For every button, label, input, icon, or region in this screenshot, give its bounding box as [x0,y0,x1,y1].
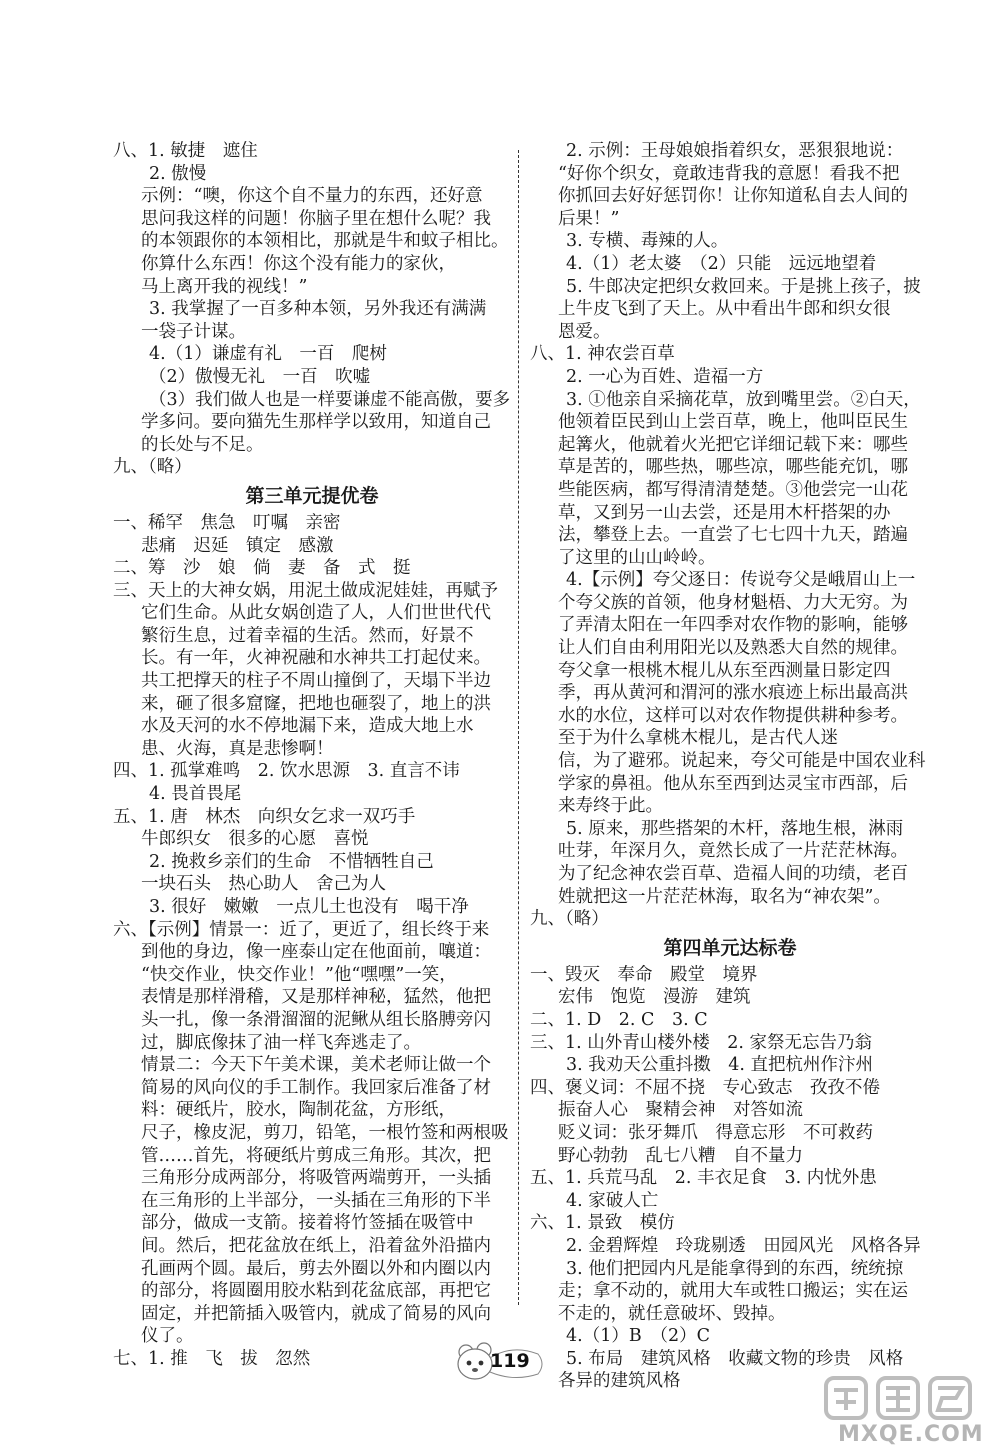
answer-line: 六、【示例】情景一：近了，更近了，组长终于来 [113,919,490,940]
answer-line: 牛郎织女 很多的心愿 喜悦 [141,829,369,850]
answer-line: （2）傲慢无礼 一百 吹嘘 [149,366,371,387]
answer-line: 5. 牛郎决定把织女救回来。于是挑上孩子，披 [566,276,921,297]
answer-line: 4.（1）老太婆 （2）只能 远远地望着 [566,253,877,274]
answer-line: 固定，并把箭插入吸管内，就成了简易的风向 [141,1303,491,1324]
answer-line: 的部分，将圆圈用胶水粘到花盆底部，再把它 [141,1281,491,1302]
answer-line: 3. 他们把园内凡是能拿得到的东西，统统掠 [566,1258,904,1279]
answer-line: 2. 傲慢 [149,163,207,184]
watermark-domain: MXQE.COM [838,1422,984,1447]
answer-line: 来寿终于此。 [558,796,663,817]
answer-line: 法，攀登上去。一直尝了七七四十九天，踏遍 [558,525,908,546]
answer-line: 些能医病，都写得清清楚楚。③他尝完一山花 [558,479,908,500]
answer-line: 尺子，橡皮泥，剪刀，铅笔，一根竹签和两根吸 [141,1122,509,1143]
answer-line: 四、1. 孤掌难鸣 2. 饮水思源 3. 直言不讳 [113,761,460,782]
answer-line: 振奋人心 聚精会神 对答如流 [558,1100,803,1121]
answer-line: 到他的身边，像一座泰山定在他面前，嚷道： [141,942,491,963]
answer-line: 头一扎，像一条滑溜溜的泥鳅从组长胳膊旁闪 [141,1009,491,1030]
answer-column-left [113,140,511,1370]
answer-line: 五、1. 兵荒马乱 2. 丰衣足食 3. 内忧外患 [530,1168,877,1189]
answer-line: 水及天河的水不停地漏下来，造成大地上水 [141,716,474,737]
answer-line: 八、1. 敏捷 遮住 [113,141,258,161]
page-number-badge [452,1338,548,1384]
answer-line: 管……首先，将硬纸片剪成三角形。其次，把 [141,1145,491,1166]
answer-line: 4.（1）谦虚有礼 一百 爬树 [149,344,387,365]
answer-line: 二、1. D 2. C 3. C [530,1009,708,1030]
answer-line: 姓就把这一片茫茫林海，取名为“神农架”。 [558,886,891,907]
answer-line: 2. 示例：王母娘娘指着织女，恶狠狠地说： [566,141,904,161]
answer-line: 3. ①他亲自采摘花草，放到嘴里尝。②白天， [566,389,921,410]
answer-line: 走；拿不动的，就用大车或牲口搬运；实在运 [558,1281,908,1302]
answer-line: 的长处与不足。 [141,434,264,455]
answer-line: 了这里的山山岭岭。 [558,547,716,568]
answer-line: 简易的风向仪的手工制作。我回家后准备了材 [141,1077,491,1098]
answer-line: 三、天上的大神女娲，用泥土做成泥娃娃，再赋予 [113,580,498,601]
answer-line: 情景二：今天下午美术课，美术老师让做一个 [141,1055,491,1076]
answer-line: 你算什么东西！你这个没有能力的家伙， [141,253,456,274]
answer-line: 3. 我劝天公重抖擞 4. 直把杭州作汴州 [566,1055,874,1076]
answer-line: 信，为了避邪。说起来，夸父可能是中国农业科 [558,751,926,772]
answer-line: 3. 很好 嫩嫩 一点儿土也没有 喝干净 [149,897,469,917]
answer-column-right [530,140,930,1393]
answer-line: 三角形分成两部分，将吸管两端剪开，一头插 [141,1168,491,1189]
answer-line: 他领着臣民到山上尝百草，晚上，他叫臣民生 [558,412,908,433]
answer-line: 4. 畏首畏尾 [149,784,242,805]
answer-line: 5. 原来，那些搭架的木杆，落地生根，淋雨 [566,818,904,839]
answer-line: 4.（1）B （2）C [566,1326,710,1347]
answer-line: 2. 金碧辉煌 玲珑剔透 田园风光 风格各异 [566,1235,921,1256]
answer-line: 一、毁灭 奉命 殿堂 境界 [530,964,758,985]
answer-line: 它们生命。从此女娲创造了人，人们世世代代 [141,603,491,624]
answer-line: “快交作业，快交作业！”他“嘿嘿”一笑， [141,964,457,985]
answer-line: 3. 我掌握了一百多种本领，另外我还有满满 [149,299,487,320]
answer-line: 部分，做成一支箭。接着将竹签插在吸管中 [141,1213,474,1234]
answer-line: 草，又到另一山去尝，还是用木杆搭架的办 [558,502,891,523]
answer-line: 马上离开我的视线！” [141,276,308,297]
answer-line: 起篝火，他就着火光把它详细记载下来：哪些 [558,434,908,455]
answer-line: 长。有一年，火神祝融和水神共工打起仗来。 [141,648,491,669]
answer-line: 五、1. 唐 林杰 向织女乞求一双巧手 [113,806,416,827]
answer-line: 四、褒义词：不屈不挠 专心致志 孜孜不倦 [530,1077,880,1098]
answer-line: 5. 布局 建筑风格 收藏文物的珍贵 风格 [566,1348,904,1369]
answer-line: 野心勃勃 乱七八糟 自不量力 [558,1145,803,1166]
column-divider [518,150,519,1305]
answer-line: 繁衍生息，过着幸福的生活。然而，好景不 [141,625,474,646]
answer-line: 思问我这样的问题！你脑子里在想什么呢？我 [141,208,491,229]
answer-stamp-logo-icon [820,1372,990,1428]
answer-line: 六、1. 景致 模仿 [530,1213,675,1234]
answer-line: 宏伟 饱览 漫游 建筑 [558,987,751,1008]
answer-line: 学多问。要向猫先生那样学以致用，知道自己 [141,412,491,433]
answer-line: 示例：“噢，你这个自不量力的东西，还好意 [141,186,483,207]
answer-line: 2. 一心为百姓、造福一方 [566,366,764,387]
answer-line: 来，砸了很多窟窿，把地也砸裂了，地上的洪 [141,693,491,714]
answer-line: 患、火海，真是悲惨啊！ [141,738,334,759]
answer-line: 一袋子计谋。 [141,321,246,342]
answer-line: 你抓回去好好惩罚你！让你知道私自去人间的 [558,186,908,207]
answer-line: 一块石头 热心助人 舍己为人 [141,874,386,895]
answer-line: （3）我们做人也是一样要谦虚不能高傲，要多 [149,389,511,410]
answer-line: 七、1. 推 飞 拔 忽然 [113,1348,311,1369]
answer-line: 九、（略） [530,909,609,930]
answer-line: 悲痛 迟延 镇定 感激 [141,535,334,556]
answer-line: 二、筹 沙 娘 倘 妻 备 式 挺 [113,558,411,579]
answer-line: 间。然后，把花盆放在纸上，沿着盆外沿描内 [141,1235,491,1256]
answer-line: 贬义词：张牙舞爪 得意忘形 不可救药 [558,1122,873,1143]
answer-line: 3. 专横、毒辣的人。 [566,231,729,252]
answer-line: 季，再从黄河和渭河的涨水痕迹上标出最高洪 [558,683,908,704]
answer-line: 各异的建筑风格 [558,1371,681,1392]
answer-line: 不走的，就任意破坏、毁掉。 [558,1303,786,1324]
answer-line: 后果！” [558,208,620,229]
answer-line: 至于为什么拿桃木棍儿，是古代人迷 [558,728,838,749]
answer-line: 九、（略） [113,457,192,478]
answer-line: 4.【示例】夸父逐日：传说夸父是峨眉山上一 [566,570,916,591]
answer-line: 一、稀罕 焦急 叮嘱 亲密 [113,512,341,533]
answer-line: 为了纪念神农尝百草、造福人间的功绩，老百 [558,864,908,884]
page-number: 119 [490,1350,530,1372]
answer-line: 仪了。 [141,1326,194,1347]
answer-line: 过，脚底像抹了油一样飞奔逃走了。 [141,1032,421,1053]
answer-line: 夸父拿一根桃木棍儿从东至西测量日影定四 [558,660,891,681]
answer-line: 上牛皮飞到了天上。从中看出牛郎和织女很 [558,299,891,320]
answer-line: 八、1. 神农尝百草 [530,344,675,365]
answer-line: 学家的鼻祖。他从东至西到达灵宝市西部，后 [558,773,908,794]
answer-line: 的本领跟你的本领相比，那就是牛和蚊子相比。 [141,231,509,252]
section-title: 第四单元达标卷 [663,936,797,959]
section-title: 第三单元提优卷 [245,484,379,507]
answer-line: 草是苦的，哪些热，哪些凉，哪些能充饥，哪 [558,457,908,478]
answer-line: 水的水位，这样可以对农作物提供耕种参考。 [558,705,908,726]
answer-line: 表情是那样滑稽，又是那样神秘，猛然，他把 [141,987,491,1008]
answer-line: 吐芽，年深月久，竟然长成了一片茫茫林海。 [558,841,908,862]
answer-line: 4. 家破人亡 [566,1190,659,1211]
answer-line: 料：硬纸片，胶水，陶制花盆，方形纸， [141,1100,456,1121]
answer-line: 恩爱。 [558,321,611,342]
answer-line: 在三角形的上半部分，一头插在三角形的下半 [141,1190,491,1211]
answer-line: 三、1. 山外青山楼外楼 2. 家祭无忘告乃翁 [530,1032,873,1053]
answer-line: 了弄清太阳在一年四季对农作物的影响，能够 [558,615,908,636]
answer-line: 2. 挽救乡亲们的生命 不惜牺牲自己 [149,851,434,872]
answer-line: 个夸父族的首领，他身材魁梧、力大无穷。为 [558,592,908,613]
answer-line: “好你个织女，竟敢违背我的意愿！看我不把 [558,163,900,184]
watermark [820,1372,990,1448]
answer-line: 孔画两个圆。最后，剪去外圈以外和内圈以内 [141,1258,491,1279]
answer-line: 共工把撑天的柱子不周山撞倒了，天塌下半边 [141,671,491,692]
answer-line: 让人们自由利用阳光以及熟悉大自然的规律。 [558,638,908,659]
